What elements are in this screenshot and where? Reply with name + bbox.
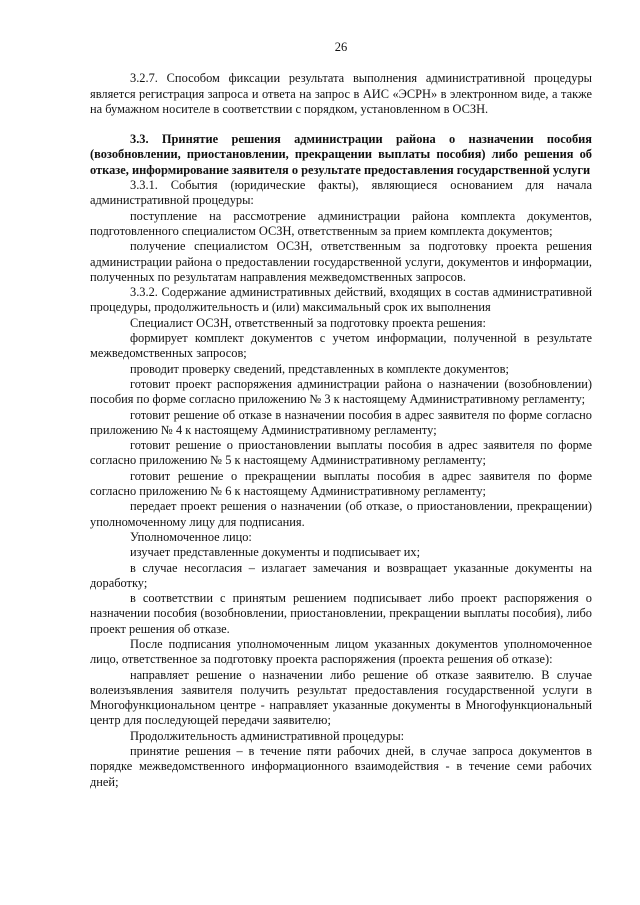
paragraph: передает проект решения о назначении (об отказе, о приостановлении, прекращении) уполномоченному лицу для подписания.: [90, 499, 592, 529]
paragraph: проводит проверку сведений, представленных в комплекте документов;: [130, 361, 509, 376]
paragraph: изучает представленные документы и подписывает их;: [130, 545, 421, 560]
paragraph-3-2-7: 3.2.7. Способом фиксации результата выполнения административной процедуры является регистрация запроса и ответа на запрос в АИС «ЭСРН» в электронном виде, а также на бумажном носителе в соответствии с порядком, установленном в ОСЗН.: [90, 71, 592, 116]
paragraph: Продолжительность административной процедуры:: [130, 728, 405, 743]
paragraph: в случае несогласия – излагает замечания и возвращает указанные документы на доработку;: [90, 560, 592, 590]
paragraph: принятие решения – в течение пяти рабочих дней, в случае запроса документов в порядке межведомственного информационного взаимодействия - в течение семи рабочих дней;: [90, 744, 592, 789]
paragraph-3-3-1: 3.3.1. События (юридические факты), являющиеся основанием для начала административной процедуры:: [90, 178, 592, 208]
paragraph: готовит проект распоряжения администрации района о назначении (возобновлении) пособия по форме согласно приложению № 3 к настоящему Административному регламенту;: [90, 376, 592, 407]
paragraph: готовит решение об отказе в назначении пособия в адрес заявителя по форме согласно приложению № 4 к настоящему Административному регламенту;: [90, 407, 592, 437]
section-heading-3-3: 3.3. Принятие решения администрации района о назначении пособия (возобновлении, приостановлении, прекращении выплаты пособия) либо решения об отказе, информирование заявителя о результате предоставления государственной услуги: [90, 132, 592, 177]
paragraph: поступление на рассмотрение администрации района комплекта документов, подготовленного специалистом ОСЗН, ответственным за прием комплекта документов;: [90, 208, 592, 238]
paragraph-3-3-2: 3.3.2. Содержание административных действий, входящих в состав административной процедуры, продолжительность и (или) максимальный срок их выполнения: [90, 285, 592, 315]
page-number: 26: [334, 40, 348, 54]
paragraph: направляет решение о назначении либо решение об отказе заявителю. В случае волеизъявления заявителя получить результат предоставления государственной услуги в Многофункциональном центре - направляет указанные документы в Многофункциональный центр для последующей передачи заявителю;: [90, 667, 592, 728]
paragraph: После подписания уполномоченным лицом указанных документов уполномоченное лицо, ответственное за подготовку проекта распоряжения (проекта решения об отказе):: [90, 636, 592, 667]
paragraph: в соответствии с принятым решением подписывает либо проект распоряжения о назначении пособия (возобновлении, приостановлении, прекращении выплаты пособия), либо проект решения об отказе.: [90, 591, 592, 636]
paragraph: Уполномоченное лицо:: [130, 529, 252, 544]
paragraph: формирует комплект документов с учетом информации, полученной в результате межведомственных запросов;: [90, 331, 592, 361]
paragraph: получение специалистом ОСЗН, ответственным за подготовку проекта решения администрации района о предоставлении государственной услуги, документов и информации, полученных по результатам направления межведомственных запросов.: [90, 239, 592, 284]
paragraph: Специалист ОСЗН, ответственный за подготовку проекта решения:: [130, 315, 486, 330]
paragraph: готовит решение о приостановлении выплаты пособия в адрес заявителя по форме согласно приложению № 5 к настоящему Административному регламенту;: [90, 438, 592, 468]
paragraph: готовит решение о прекращении выплаты пособия в адрес заявителя по форме согласно приложению № 6 к настоящему Административному регламенту;: [90, 468, 592, 499]
